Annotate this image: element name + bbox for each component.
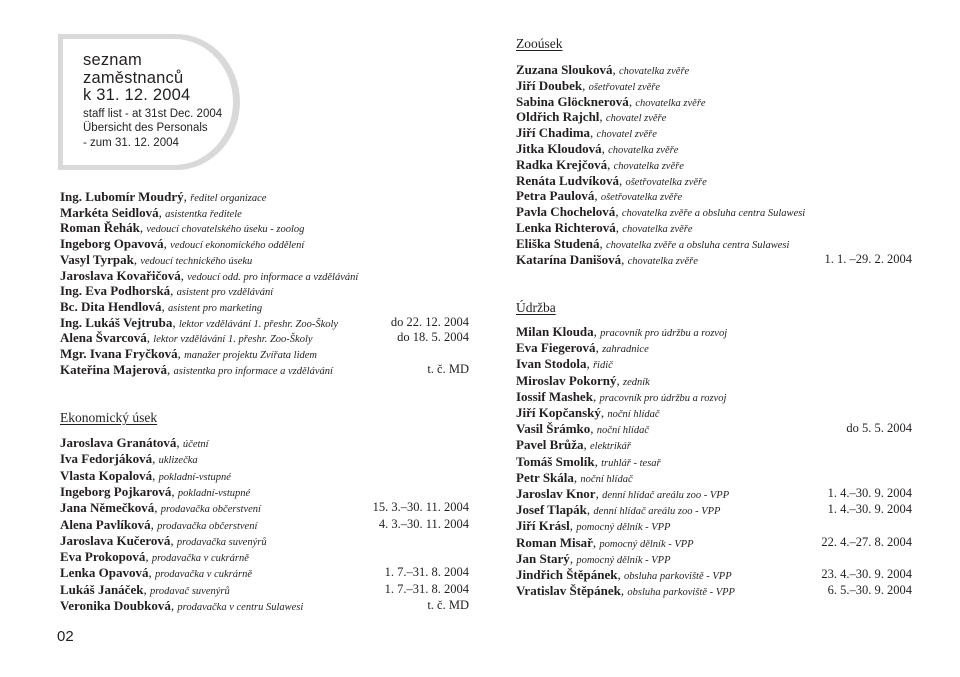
employee-role: pokladní-vstupné: [177, 487, 251, 499]
employee-name: Jana Němečková: [60, 500, 155, 516]
zoo-row: Oldřich Rajchl, chovatel zvěře: [516, 109, 667, 125]
employee-role: lektor vzdělávání 1. přeshr. Zoo-Školy: [153, 334, 313, 346]
employee-name: Renáta Ludvíková: [516, 172, 619, 188]
maintenance-row: Vasil Šrámko, noční hlídač: [516, 421, 649, 437]
maintenance-row: Jan Starý, pomocný dělník - VPP: [516, 550, 671, 566]
zoo-row: Eliška Studená, chovatelka zvěře a obsluha centra Sulawesi: [516, 235, 790, 251]
employee-role: chovatelka zvěře: [635, 97, 706, 109]
economic-row: Alena Pavlíková, prodavačka občerstvení: [60, 516, 258, 532]
management-row: Ing. Eva Podhorská, asistent pro vzdělávání: [60, 283, 274, 299]
employee-role: chovatelka zvěře a obsluha centra Sulawesi: [621, 208, 806, 220]
employee-role: asistentka ředitele: [165, 208, 242, 220]
employee-name: Jaroslava Kovařičová: [60, 267, 181, 283]
employment-period: 6. 5.–30. 9. 2004: [827, 583, 912, 598]
title-en-line: staff list - at 31st Dec. 2004: [83, 107, 223, 120]
employee-role: prodavačka v cukrárně: [155, 569, 252, 581]
economic-row: Lenka Opavová, prodavačka v cukrárně: [60, 565, 252, 581]
employee-role: chovatel zvěře: [605, 113, 667, 125]
employee-name: Petr Skála: [516, 469, 574, 485]
management-row: Kateřina Majerová, asistentka pro informace a vzdělávání: [60, 361, 333, 377]
title-translations: [83, 107, 222, 151]
employee-name: Vratislav Štěpánek: [516, 583, 621, 599]
employee-name: Lukáš Janáček: [60, 581, 144, 597]
employee-name: Jiří Chadima: [516, 125, 591, 141]
employee-name: Eva Prokopová: [60, 549, 146, 565]
employee-role: denní hlídač areálu zoo - VPP: [602, 490, 730, 501]
employee-name: Oldřich Rajchl: [516, 109, 600, 125]
zoo-row: Jiří Chadima, chovatel zvěře: [516, 125, 657, 141]
employee-name: Ingeborg Pojkarová: [60, 483, 172, 499]
maintenance-row: Milan Klouda, pracovník pro údržbu a rozvoj: [516, 324, 728, 339]
title-czech: [83, 52, 222, 105]
employee-name: Ingeborg Opavová: [60, 236, 164, 252]
page-number: 02: [57, 628, 74, 645]
employment-period: 22. 4.–27. 8. 2004: [821, 534, 912, 549]
employee-name: Jaroslav Knor: [516, 486, 596, 501]
employee-name: Jan Starý: [516, 550, 570, 566]
employment-period: do 5. 5. 2004: [846, 421, 912, 436]
employee-role: vedoucí technického úseku: [140, 255, 253, 267]
employee-name: Radka Krejčová: [516, 156, 608, 172]
employee-name: Eva Fiegerová: [516, 340, 596, 356]
zoo-row: Pavla Chochelová, chovatelka zvěře a obsluha centra Sulawesi: [516, 204, 806, 220]
employee-name: Ing. Lubomír Moudrý: [60, 189, 184, 204]
zoo-row: Renáta Ludvíková, ošetřovatelka zvěře: [516, 172, 707, 188]
employee-role: asistent pro marketing: [167, 302, 263, 314]
employee-name: Iossif Mashek: [516, 388, 593, 404]
employee-name: Kateřina Majerová: [60, 361, 167, 377]
employee-role: chovatel zvěře: [596, 129, 657, 141]
employee-role: prodavačka v centru Sulawesi: [177, 602, 304, 613]
employment-period: t. č. MD: [427, 361, 469, 376]
employee-name: Ivan Stodola: [516, 356, 587, 372]
zoo-row: Jitka Kloudová, chovatelka zvěře: [516, 141, 679, 156]
employee-role: truhlář - tesař: [601, 457, 661, 469]
employee-name: Zuzana Slouková: [516, 62, 613, 77]
employee-role: noční hlídač: [607, 409, 660, 420]
maintenance-row: Jindřich Štěpánek, obsluha parkoviště - VPP: [516, 567, 732, 582]
employee-role: obsluha parkoviště - VPP: [627, 587, 735, 599]
employee-name: Jaroslava Kučerová: [60, 532, 171, 548]
zoo-row: Petra Paulová, ošetřovatelka zvěře: [516, 188, 683, 204]
employee-role: lektor vzdělávání 1. přeshr. Zoo-Školy: [178, 318, 339, 330]
employee-role: prodavačka občerstvení: [157, 520, 258, 532]
title-cz-line: zaměstnanců: [83, 68, 184, 87]
employee-name: Jaroslava Granátová: [60, 435, 177, 450]
employee-role: řidič: [592, 360, 613, 372]
management-row: Ingeborg Opavová, vedoucí ekonomického oddělení: [60, 236, 305, 252]
employee-name: Jindřich Štěpánek: [516, 567, 618, 582]
employee-role: noční hlídač: [580, 473, 633, 485]
employee-role: pokladní-vstupné: [158, 471, 231, 483]
maintenance-row: Pavel Brůža, elektrikář: [516, 437, 631, 453]
maintenance-row: Jiří Kopčanský, noční hlídač: [516, 405, 660, 420]
employee-role: asistent pro vzdělávání: [176, 287, 274, 299]
economic-row: Veronika Doubková, prodavačka v centru Sulawesi: [60, 598, 304, 613]
employee-name: Pavla Chochelová: [516, 204, 616, 220]
employee-role: zahradnice: [602, 344, 649, 356]
economic-row: Ingeborg Pojkarová, pokladní-vstupné: [60, 483, 251, 499]
employment-period: 23. 4.–30. 9. 2004: [821, 567, 912, 581]
employee-name: Mgr. Ivana Fryčková: [60, 346, 178, 361]
employee-name: Roman Misař: [516, 534, 593, 550]
zoo-row: Radka Krejčová, chovatelka zvěře: [516, 156, 684, 172]
economic-section-heading: Ekonomický úsek: [60, 410, 158, 425]
zoo-row: Jiří Doubek, ošetřovatel zvěře: [516, 77, 661, 93]
employee-role: pracovník pro údržbu a rozvoj: [600, 328, 728, 339]
employment-period: 1. 4.–30. 9. 2004: [827, 502, 912, 517]
management-row: Ing. Lukáš Vejtruba, lektor vzdělávání 1. přeshr. Zoo-Školy: [60, 314, 339, 330]
economic-row: Iva Fedorjáková, uklizečka: [60, 451, 198, 467]
employee-role: chovatelka zvěře: [613, 160, 684, 172]
employee-name: Lenka Richterová: [516, 220, 616, 235]
title-en-line: - zum 31. 12. 2004: [83, 136, 179, 149]
title-cz-line: seznam: [83, 51, 142, 69]
employee-name: Josef Tlapák: [516, 502, 587, 518]
management-row: Jaroslava Kovařičová, vedoucí odd. pro informace a vzdělávání: [60, 267, 359, 283]
management-row: Mgr. Ivana Fryčková, manažer projektu Zvířata lidem: [60, 346, 317, 361]
zoo-row: Katarína Danišová, chovatelka zvěře: [516, 251, 698, 267]
employee-role: vedoucí odd. pro informace a vzdělávání: [187, 271, 359, 283]
employee-name: Iva Fedorjáková: [60, 451, 153, 467]
employee-name: Veronika Doubková: [60, 598, 171, 613]
economic-row: Lukáš Janáček, prodavač suvenýrů: [60, 581, 230, 597]
employee-name: Jitka Kloudová: [516, 141, 602, 156]
employee-role: obsluha parkoviště - VPP: [624, 571, 732, 582]
employment-period: do 22. 12. 2004: [390, 314, 469, 329]
employee-name: Vasyl Tyrpak: [60, 251, 134, 267]
maintenance-row: Vratislav Štěpánek, obsluha parkoviště - VPP: [516, 583, 735, 599]
employee-role: účetní: [182, 439, 209, 450]
economic-row: Eva Prokopová, prodavačka v cukrárně: [60, 549, 249, 565]
management-row: Vasyl Tyrpak, vedoucí technického úseku: [60, 251, 253, 267]
maintenance-section-heading: Údržba: [516, 300, 556, 315]
employee-name: Ing. Lukáš Vejtruba: [60, 314, 173, 330]
employment-period: t. č. MD: [427, 598, 469, 612]
employee-role: ošetřovatel zvěře: [588, 81, 661, 93]
employee-name: Milan Klouda: [516, 324, 594, 339]
economic-row: Jaroslava Granátová, účetní: [60, 435, 209, 450]
maintenance-row: Roman Misař, pomocný dělník - VPP: [516, 534, 694, 550]
zoo-row: Zuzana Slouková, chovatelka zvěře: [516, 62, 690, 77]
employee-role: pomocný dělník - VPP: [576, 554, 671, 566]
employment-period: 1. 7.–31. 8. 2004: [384, 565, 469, 580]
title-en-line: Übersicht des Personals: [83, 122, 208, 134]
maintenance-row: Josef Tlapák, denní hlídač areálu zoo - VPP: [516, 502, 721, 518]
employee-role: pomocný dělník - VPP: [576, 522, 671, 534]
employee-role: vedoucí ekonomického oddělení: [170, 240, 305, 252]
title-block: [58, 34, 240, 170]
employee-name: Jiří Kopčanský: [516, 405, 601, 420]
employee-name: Pavel Brůža: [516, 437, 584, 453]
employee-name: Miroslav Pokorný: [516, 372, 617, 388]
employment-period: 4. 3.–30. 11. 2004: [378, 516, 469, 531]
economic-row: Vlasta Kopalová, pokladní-vstupné: [60, 467, 231, 483]
employee-name: Tomáš Smolík: [516, 453, 595, 469]
management-row: Ing. Lubomír Moudrý, ředitel organizace: [60, 189, 267, 204]
management-row: Bc. Dita Hendlová, asistent pro marketing: [60, 298, 263, 314]
employee-role: chovatelka zvěře: [608, 145, 679, 156]
employee-role: elektrikář: [590, 441, 631, 453]
management-row: Markéta Seidlová, asistentka ředitele: [60, 204, 242, 220]
employment-period: 1. 1. –29. 2. 2004: [824, 251, 912, 266]
employee-role: ošetřovatelka zvěře: [600, 192, 683, 204]
employee-role: vedoucí chovatelského úseku - zoolog: [146, 224, 305, 236]
employee-role: zedník: [623, 376, 650, 388]
employee-name: Bc. Dita Hendlová: [60, 298, 162, 314]
employee-role: prodavač suvenýrů: [149, 585, 230, 597]
zoo-row: Sabina Glöcknerová, chovatelka zvěře: [516, 93, 706, 109]
employee-role: ošetřovatelka zvěře: [625, 176, 707, 188]
employee-name: Jiří Krásl: [516, 518, 570, 534]
employee-name: Jiří Doubek: [516, 77, 583, 93]
employee-role: prodavačka občerstvení: [160, 504, 261, 516]
management-row: Roman Řehák, vedoucí chovatelského úseku - zoolog: [60, 220, 305, 236]
employee-role: prodavačka v cukrárně: [151, 553, 249, 565]
employee-name: Vlasta Kopalová: [60, 467, 153, 483]
employee-name: Lenka Opavová: [60, 565, 149, 581]
employee-role: chovatelka zvěře: [622, 224, 693, 235]
maintenance-row: Miroslav Pokorný, zedník: [516, 372, 650, 388]
management-row: Alena Švarcová, lektor vzdělávání 1. přeshr. Zoo-Školy: [60, 330, 313, 346]
maintenance-row: Jaroslav Knor, denní hlídač areálu zoo - VPP: [516, 486, 730, 501]
employee-role: pomocný dělník - VPP: [599, 538, 694, 550]
economic-row: Jana Němečková, prodavačka občerstvení: [60, 500, 261, 516]
employee-name: Eliška Studená: [516, 235, 600, 251]
zoo-row: Lenka Richterová, chovatelka zvěře: [516, 220, 693, 235]
employee-role: uklizečka: [158, 455, 198, 467]
employee-name: Katarína Danišová: [516, 251, 622, 267]
employee-role: chovatelka zvěře a obsluha centra Sulawesi: [605, 239, 790, 251]
economic-row: Jaroslava Kučerová, prodavačka suvenýrů: [60, 532, 267, 548]
title-text: [83, 52, 222, 150]
employee-name: Alena Švarcová: [60, 330, 147, 346]
employment-period: 1. 4.–30. 9. 2004: [827, 486, 912, 500]
maintenance-row: Petr Skála, noční hlídač: [516, 469, 633, 485]
maintenance-row: Ivan Stodola, řidič: [516, 356, 613, 372]
zoo-section-heading: Zooúsek: [516, 36, 563, 51]
maintenance-row: Jiří Krásl, pomocný dělník - VPP: [516, 518, 671, 534]
employee-name: Roman Řehák: [60, 220, 140, 236]
employee-role: chovatelka zvěře: [618, 66, 690, 77]
employment-period: do 18. 5. 2004: [397, 330, 469, 345]
employee-role: pracovník pro údržbu a rozvoj: [599, 392, 727, 404]
employee-name: Sabina Glöcknerová: [516, 93, 629, 109]
employee-role: ředitel organizace: [190, 193, 267, 204]
employee-name: Markéta Seidlová: [60, 204, 159, 220]
maintenance-row: Tomáš Smolík, truhlář - tesař: [516, 453, 661, 469]
employee-role: denní hlídač areálu zoo - VPP: [593, 506, 721, 518]
employee-role: asistentka pro informace a vzdělávání: [173, 365, 333, 377]
title-cz-line: k 31. 12. 2004: [83, 86, 191, 104]
employment-period: 15. 3.–30. 11. 2004: [372, 500, 469, 515]
employee-name: Vasil Šrámko: [516, 421, 591, 437]
employee-name: Petra Paulová: [516, 188, 595, 204]
maintenance-row: Iossif Mashek, pracovník pro údržbu a rozvoj: [516, 388, 727, 404]
employee-name: Ing. Eva Podhorská: [60, 283, 171, 299]
maintenance-row: Eva Fiegerová, zahradnice: [516, 340, 649, 356]
employment-period: 1. 7.–31. 8. 2004: [384, 581, 469, 596]
employee-role: manažer projektu Zvířata lidem: [184, 350, 317, 361]
employee-role: prodavačka suvenýrů: [176, 536, 267, 548]
employee-name: Alena Pavlíková: [60, 516, 151, 532]
employee-role: noční hlídač: [596, 425, 649, 437]
employee-role: chovatelka zvěře: [627, 255, 698, 267]
